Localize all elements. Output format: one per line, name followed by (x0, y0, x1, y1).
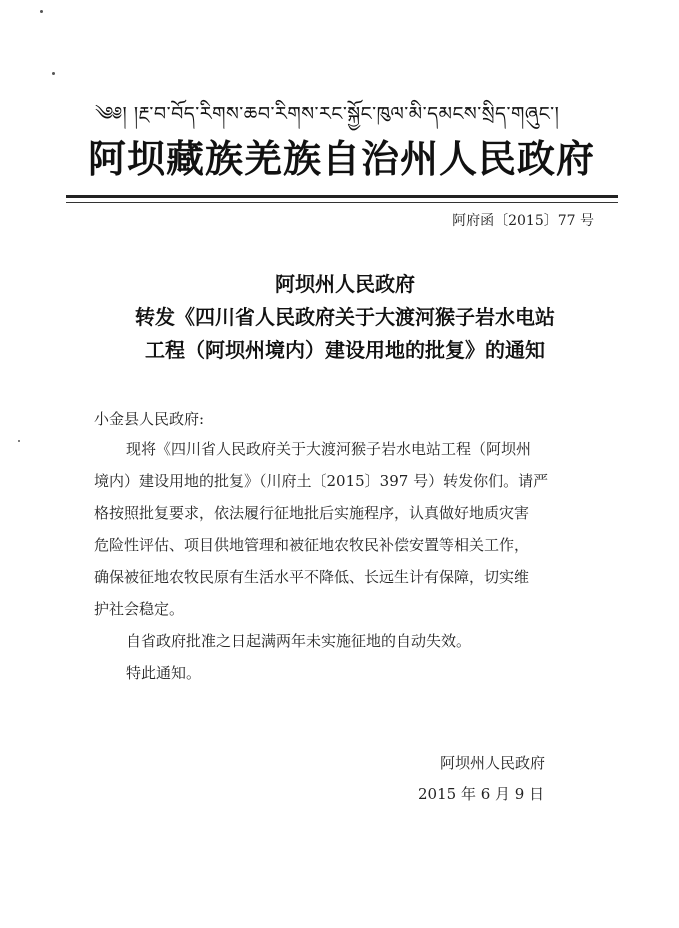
letterhead-tibetan: ༄༅། །རྔ་བ་བོད་རིགས་ཆབ་རིགས་རང་སྐྱོང་ཁུལ་མི་དམངས་སྲིད་གཞུང་། (95, 103, 560, 125)
signature-org: 阿坝州人民政府 (440, 754, 546, 772)
body-line-5: 确保被征地农牧民原有生活水平不降低、长远生计有保障，切实维 (94, 568, 530, 586)
body-line-7: 自省政府批准之日起满两年未实施征地的自动失效。 (126, 632, 472, 650)
letterhead-org-name: 阿坝藏族羌族自治州人民政府 (88, 137, 596, 181)
scan-speck (52, 72, 55, 75)
document-number: 阿府函〔2015〕77 号 (452, 213, 594, 229)
body-line-1: 现将《四川省人民政府关于大渡河猴子岩水电站工程（阿坝州 (126, 440, 532, 458)
body-line-2: 境内）建设用地的批复》（川府土〔2015〕397 号）转发你们。请严 (94, 472, 549, 490)
title-line-2: 转发《四川省人民政府关于大渡河猴子岩水电站 (135, 305, 555, 329)
title-line-1: 阿坝州人民政府 (275, 272, 415, 296)
signature-date: 2015 年 6 月 9 日 (418, 785, 545, 803)
body-line-8: 特此通知。 (126, 664, 202, 682)
header-rule-thick (66, 195, 618, 198)
addressee: 小金县人民政府: (94, 410, 205, 428)
header-rule-thin (66, 202, 618, 203)
title-line-3: 工程（阿坝州境内）建设用地的批复》的通知 (145, 338, 545, 362)
scan-speck (40, 10, 43, 13)
body-line-4: 危险性评估、项目供地管理和被征地农牧民补偿安置等相关工作， (94, 536, 530, 554)
scan-speck (18, 440, 20, 442)
body-line-3: 格按照批复要求，依法履行征地批后实施程序，认真做好地质灾害 (94, 504, 530, 522)
body-line-6: 护社会稳定。 (94, 600, 185, 618)
